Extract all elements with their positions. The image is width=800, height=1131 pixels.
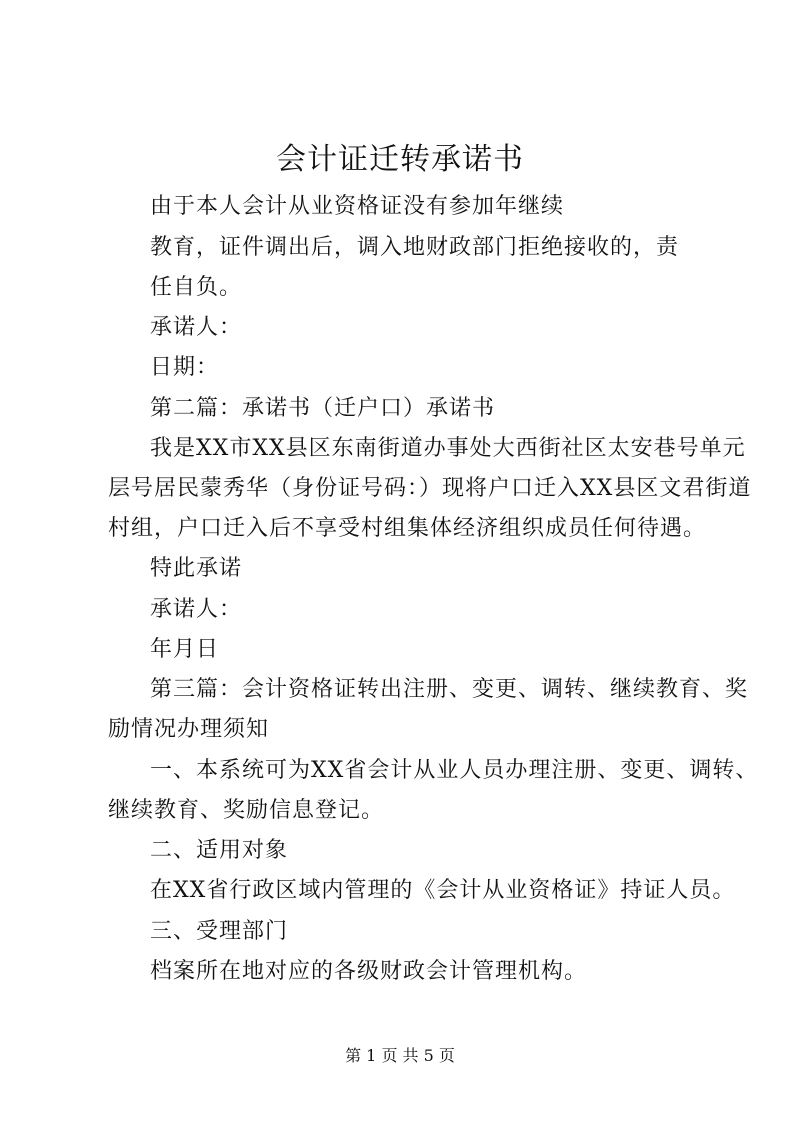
body-line: 在XX省行政区域内管理的《会计从业资格证》持证人员。 [150, 878, 736, 903]
body-line: 特此承诺 [150, 556, 243, 581]
body-line: 档案所在地对应的各级财政会计管理机构。 [150, 959, 588, 984]
body-line: 日期： [150, 355, 220, 380]
body-line: 层号居民蒙秀华（身份证号码：）现将户口迁入XX县区文君街道 [108, 476, 752, 501]
body-line: 由于本人会计从业资格证没有参加年继续 [150, 194, 565, 219]
body-line: 年月日 [150, 637, 220, 662]
page-number: 第 1 页 共 5 页 [345, 1046, 455, 1065]
section-heading: 第三篇：会计资格证转出注册、变更、调转、继续教育、奖 [150, 677, 749, 702]
body-line: 村组，户口迁入后不享受村组集体经济组织成员任何待遇。 [108, 516, 707, 541]
body-line: 一、本系统可为XX省会计从业人员办理注册、变更、调转、 [150, 758, 759, 783]
section-heading-cont: 励情况办理须知 [108, 717, 270, 742]
body-line: 我是XX市XX县区东南街道办事处大西街社区太安巷号单元 [150, 436, 746, 461]
body-line: 承诺人： [150, 315, 243, 340]
body-line: 承诺人： [150, 597, 243, 622]
body-line: 任自负。 [150, 275, 243, 300]
document-title: 会计证迁转承诺书 [276, 142, 524, 177]
body-line: 继续教育、奖励信息登记。 [108, 798, 385, 823]
subheading: 三、受理部门 [150, 919, 289, 944]
body-line: 教育，证件调出后，调入地财政部门拒绝接收的，责 [150, 235, 680, 260]
section-heading: 第二篇：承诺书（迁户口）承诺书 [150, 396, 496, 421]
subheading: 二、适用对象 [150, 838, 289, 863]
